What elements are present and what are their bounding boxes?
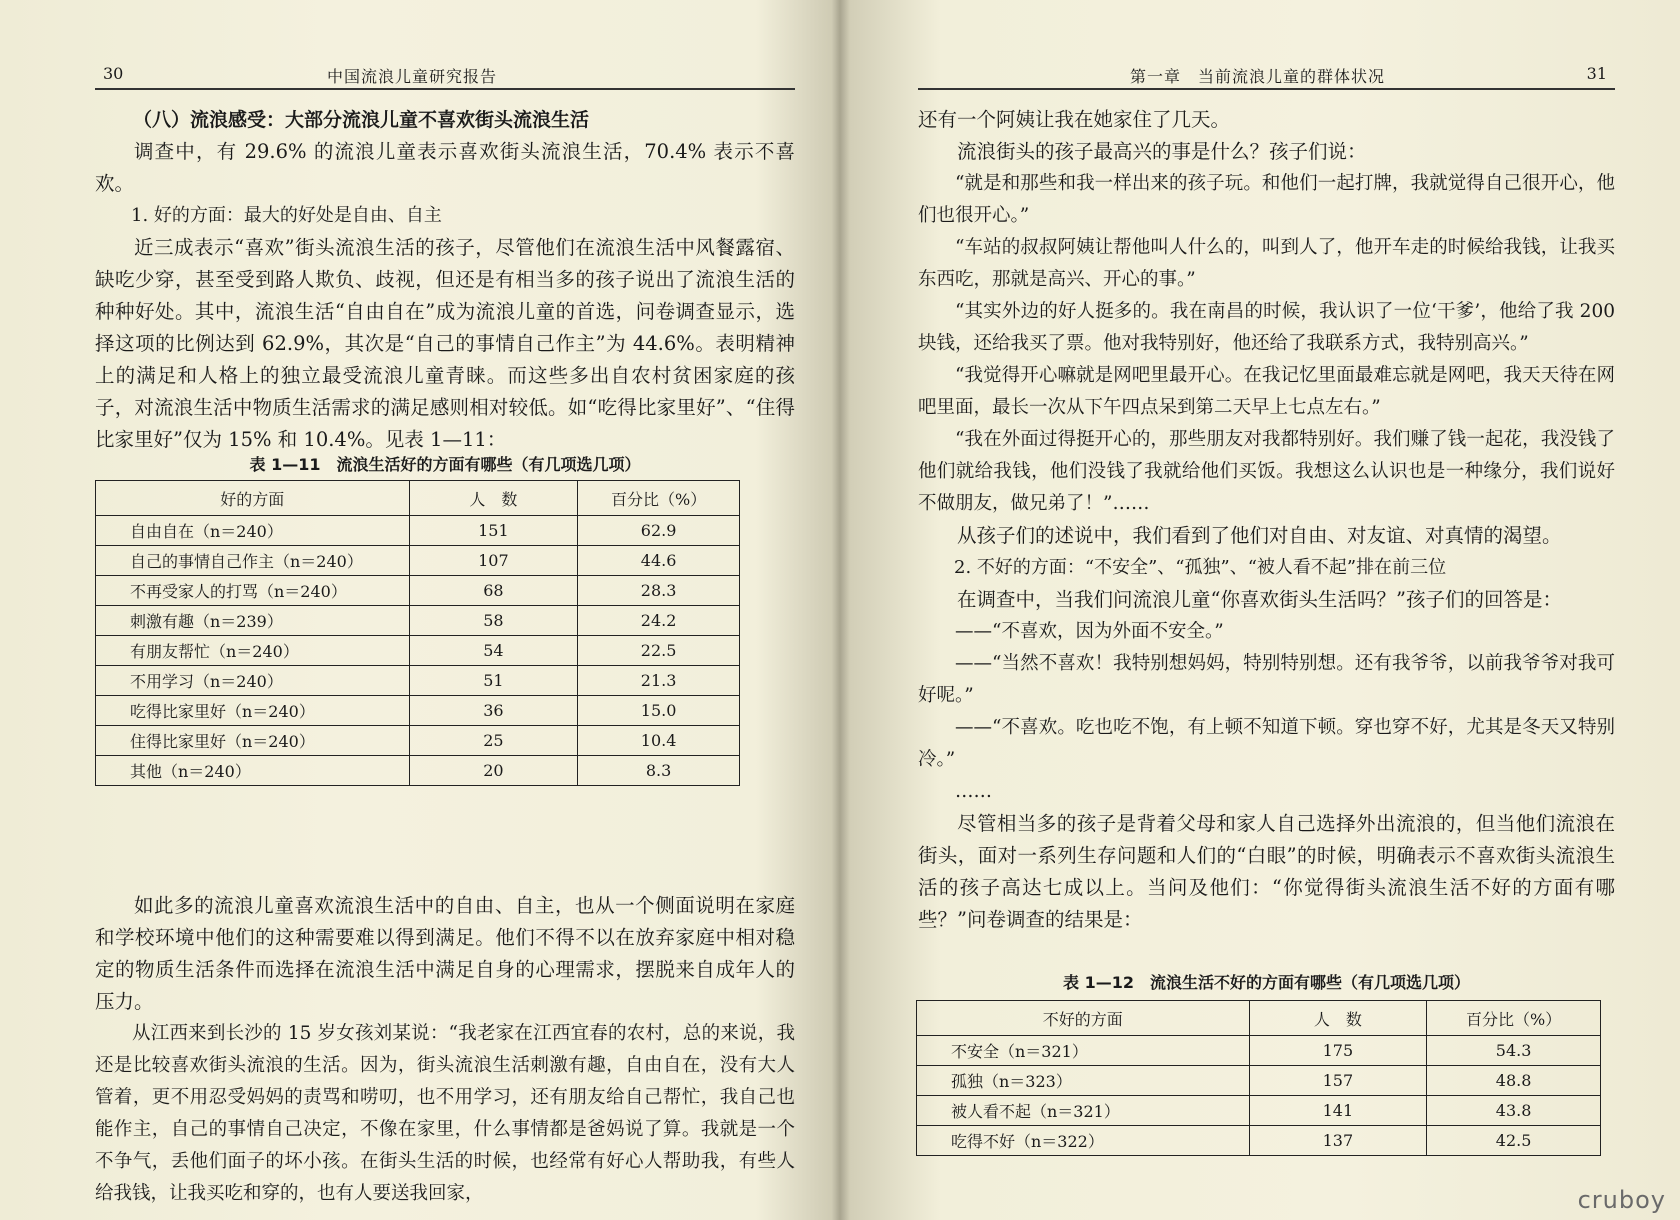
subheading: 1. 好的方面：最大的好处是自由、自主 xyxy=(131,205,442,226)
left-page xyxy=(95,0,795,1220)
table-cell: 54.3 xyxy=(1427,1036,1601,1066)
table-cell: 28.3 xyxy=(578,576,740,606)
quote: “其实外边的好人挺多的。我在南昌的时候，我认识了一位‘干爹’，他给了我 200 块钱，还给我买了票。他对我特别好，他还给了我联系方式，我特别高兴。” xyxy=(918,301,1615,354)
table-cell: 62.9 xyxy=(578,516,740,546)
table-cell: 不安全（n＝321） xyxy=(917,1036,1250,1066)
table-row xyxy=(96,546,740,576)
table-cell: 107 xyxy=(409,546,578,576)
table-row xyxy=(917,1096,1601,1126)
table-cell: 15.0 xyxy=(578,696,740,726)
table-cell: 孤独（n＝323） xyxy=(917,1066,1250,1096)
table-caption: 表 1—11 流浪生活好的方面有哪些（有几项选几项） xyxy=(249,455,641,474)
table-cell: 8.3 xyxy=(578,756,740,786)
column-header: 人 数 xyxy=(409,481,578,516)
table-row xyxy=(96,726,740,756)
table-row xyxy=(96,606,740,636)
quoted-paragraph: 从江西来到长沙的 15 岁女孩刘某说：“我老家在江西宜春的农村，总的来说，我还是比较喜欢街头流浪的生活。因为，街头流浪生活刺激有趣，自由自在，没有大人管着，更不用忍受妈妈的责骂和唠叨，也不用学习，还有朋友给自己帮忙，我自己也能作主，自己的事情自己决定，不像在家里，什么事情都是爸妈说了算。我就是一个不争气，丢他们面子的坏小孩。在街头生活的时候，也经常有好心人帮助我，有些人给我钱，让我买吃和穿的，也有人要送我回家， xyxy=(95,1023,795,1204)
table-cell: 21.3 xyxy=(578,666,740,696)
quote: “就是和那些和我一样出来的孩子玩。和他们一起打牌，我就觉得自己很开心，他们也很开心。” xyxy=(918,173,1615,226)
column-header: 百分比（%） xyxy=(1427,1001,1601,1036)
table-cell: 自由自在（n＝240） xyxy=(96,516,410,546)
table-cell: 10.4 xyxy=(578,726,740,756)
quote: “我觉得开心嘛就是网吧里最开心。在我记忆里面最难忘就是网吧，我天天待在网吧里面，最长一次从下午四点呆到第二天早上七点左右。” xyxy=(918,365,1615,418)
table-cell: 刺激有趣（n＝239） xyxy=(96,606,410,636)
running-title: 中国流浪儿童研究报告 xyxy=(327,67,498,86)
table-row xyxy=(917,1066,1601,1096)
right-body xyxy=(918,104,1615,936)
right-page xyxy=(918,0,1615,1220)
quote: “我在外面过得挺开心的，那些朋友对我都特别好。我们赚了钱一起花，我没钱了他们就给我钱，他们没钱了我就给他们买饭。我想这么认识也是一种缘分，我们说好不做朋友，做兄弟了！”…… xyxy=(918,429,1615,514)
table-cell: 25 xyxy=(409,726,578,756)
section-heading: （八）流浪感受：大部分流浪儿童不喜欢街头流浪生活 xyxy=(133,109,590,131)
table-header-row xyxy=(96,481,740,516)
paragraph: 在调查中，当我们问流浪儿童“你喜欢街头生活吗？”孩子们的回答是： xyxy=(957,588,1562,611)
quote: “车站的叔叔阿姨让帮他叫人什么的，叫到人了，他开车走的时候给我钱，让我买东西吃，那就是高兴、开心的事。” xyxy=(918,237,1615,290)
table-cell: 24.2 xyxy=(578,606,740,636)
table-row xyxy=(96,636,740,666)
table-row xyxy=(96,516,740,546)
quote: ——“不喜欢，因为外面不安全。” xyxy=(955,621,1224,642)
table-cell: 其他（n＝240） xyxy=(96,756,410,786)
column-header: 不好的方面 xyxy=(917,1001,1250,1036)
watermark: cruboy xyxy=(1577,1186,1666,1214)
table-cell: 吃得比家里好（n＝240） xyxy=(96,696,410,726)
table-cell: 有朋友帮忙（n＝240） xyxy=(96,636,410,666)
table-cell: 不用学习（n＝240） xyxy=(96,666,410,696)
column-header: 百分比（%） xyxy=(578,481,740,516)
table-cell: 不再受家人的打骂（n＝240） xyxy=(96,576,410,606)
table-cell: 吃得不好（n＝322） xyxy=(917,1126,1250,1156)
left-body-top xyxy=(95,104,795,456)
table-cell: 48.8 xyxy=(1427,1066,1601,1096)
ellipsis: …… xyxy=(955,781,992,802)
table-cell: 141 xyxy=(1249,1096,1427,1126)
column-header: 人 数 xyxy=(1249,1001,1427,1036)
table-cell: 175 xyxy=(1249,1036,1427,1066)
right-page-header xyxy=(918,58,1615,90)
table-header-row xyxy=(917,1001,1601,1036)
table-cell: 42.5 xyxy=(1427,1126,1601,1156)
table-cell: 自己的事情自己作主（n＝240） xyxy=(96,546,410,576)
table-cell: 58 xyxy=(409,606,578,636)
table-cell: 157 xyxy=(1249,1066,1427,1096)
paragraph: 流浪街头的孩子最高兴的事是什么？孩子们说： xyxy=(957,140,1367,163)
table-cell: 被人看不起（n＝321） xyxy=(917,1096,1250,1126)
left-page-header xyxy=(95,58,795,90)
table-cell: 36 xyxy=(409,696,578,726)
running-title: 第一章 当前流浪儿童的群体状况 xyxy=(1130,67,1386,86)
table-row xyxy=(917,1126,1601,1156)
column-header: 好的方面 xyxy=(96,481,410,516)
table-cell: 22.5 xyxy=(578,636,740,666)
table-cell: 20 xyxy=(409,756,578,786)
table-row xyxy=(96,696,740,726)
data-table xyxy=(95,480,740,786)
quote: ——“当然不喜欢！我特别想妈妈，特别特别想。还有我爷爷，以前我爷爷对我可好呢。” xyxy=(918,653,1615,706)
paragraph: 近三成表示“喜欢”街头流浪生活的孩子，尽管他们在流浪生活中风餐露宿、缺吃少穿，甚至受到路人欺负、歧视，但还是有相当多的孩子说出了流浪生活的种种好处。其中，流浪生活“自由自在”成为流浪儿童的首选，问卷调查显示，选择这项的比例达到 62.9%，其次是“自己的事情自己作主”为 44.6%。表明精神上的满足和人格上的独立最受流浪儿童青睐。而这些多出自农村贫困家庭的孩子，对流浪生活中物质生活需求的满足感则相对较低。如“吃得比家里好”、“住得比家里好”仅为 15% 和 10.4%。见表 1—11： xyxy=(95,236,795,451)
subheading: 2. 不好的方面：“不安全”、“孤独”、“被人看不起”排在前三位 xyxy=(954,557,1447,578)
table-cell: 43.8 xyxy=(1427,1096,1601,1126)
left-body-bottom xyxy=(95,890,795,1210)
table-cell: 68 xyxy=(409,576,578,606)
paragraph: 尽管相当多的孩子是背着父母和家人自己选择外出流浪的，但当他们流浪在街头，面对一系列生存问题和人们的“白眼”的时候，明确表示不喜欢街头流浪生活的孩子高达七成以上。当问及他们：“你觉得街头流浪生活不好的方面有哪些？”问卷调查的结果是： xyxy=(918,812,1615,931)
table-cell: 51 xyxy=(409,666,578,696)
page-number: 30 xyxy=(103,64,124,83)
page-number: 31 xyxy=(1586,64,1607,83)
table-caption: 表 1—12 流浪生活不好的方面有哪些（有几项选几项） xyxy=(1063,973,1470,992)
table-row xyxy=(96,666,740,696)
table-cell: 54 xyxy=(409,636,578,666)
quote: ——“不喜欢。吃也吃不饱，有上顿不知道下顿。穿也穿不好，尤其是冬天又特别冷。” xyxy=(918,717,1615,770)
table-row xyxy=(917,1036,1601,1066)
table-row xyxy=(96,756,740,786)
paragraph: 如此多的流浪儿童喜欢流浪生活中的自由、自主，也从一个侧面说明在家庭和学校环境中他们的这种需要难以得到满足。他们不得不以在放弃家庭中相对稳定的物质生活条件而选择在流浪生活中满足自身的心理需求，摆脱来自成年人的压力。 xyxy=(95,894,795,1013)
table-cell: 住得比家里好（n＝240） xyxy=(96,726,410,756)
table-cell: 137 xyxy=(1249,1126,1427,1156)
table-cell: 44.6 xyxy=(578,546,740,576)
data-table xyxy=(916,1000,1601,1156)
table-row xyxy=(96,576,740,606)
table-cell: 151 xyxy=(409,516,578,546)
paragraph: 还有一个阿姨让我在她家住了几天。 xyxy=(918,108,1231,131)
paragraph: 调查中，有 29.6% 的流浪儿童表示喜欢街头流浪生活，70.4% 表示不喜欢。 xyxy=(95,140,795,195)
paragraph: 从孩子们的述说中，我们看到了他们对自由、对友谊、对真情的渴望。 xyxy=(957,524,1562,547)
